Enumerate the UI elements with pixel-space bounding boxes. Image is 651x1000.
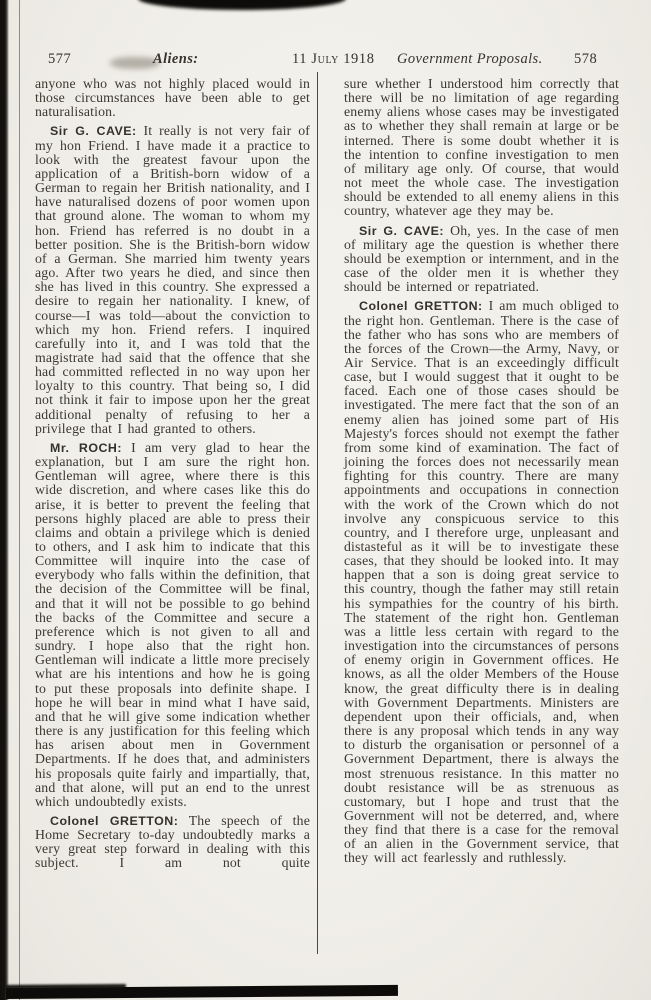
left-margin-rule: [19, 0, 20, 1000]
paragraph-continuation: [35, 77, 310, 119]
scan-smudge-top: [138, 0, 346, 10]
page-number-left: 577: [48, 51, 72, 67]
paragraph-text: Oh, yes. In the case of men of military age the question is whether there should be exemption or internment, and in the case of the older men it is whether they should be interned or repatriated.: [344, 222, 619, 295]
speaker-name: Sir G. CAVE:: [359, 223, 445, 238]
text-columns: [35, 77, 619, 876]
paragraph-speech: [344, 299, 619, 865]
speaker-name: Sir G. CAVE:: [50, 124, 137, 139]
running-header: [0, 51, 651, 69]
paragraph-speech: [35, 814, 310, 871]
paragraph-text: I am very glad to hear the explanation, but I am sure the right hon. Gentleman will agree, where there is this wide discretion, and where cases like this do arise, it is better to prevent the feeling that persons highly placed are able to press their claims and obtain a privilege which is denied to others, and I ask him to indicate that this Committee will inquire into the case of everybody who falls within the definition, that the decision of the Committee will be final, and that it will not be possible to go behind the backs of the Committee and secure a preference which is not given to all and sundry. I hope also that the right hon. Gentleman will indicate a little more precisely what are his intentions and how he is going to put these proposals into definite shape. I hope he will bear in mind what I have said, and that he will give some indication whether there is any justification for this feeling which has arisen about men in Government Departments. If he does that, and administers his proposals quite fairly and impartially, that, and that alone, will put an end to the unrest which undoubtedly exists.: [35, 439, 310, 809]
paragraph-text: I am much obliged to the right hon. Gentleman. There is the case of the father who has sons who are members of the forces of the Crown—the Army, Navy, or Air Service. That is an exceedingly difficult case, but I would suggest that it ought to be faced. Each one of those cases should be investigated. The mere fact that the son of an enemy alien has joined some part of His Majesty's forces should not exempt the father from some kind of examination. The fact of joining the forces does not necessarily mean fighting for this country. There are many appointments and occupations in connection with the work of the Crown which do not involve any conspicuous service to this country, and I therefore urge, unpleasant and distasteful as it will be to investigate these cases, that they should be looked into. It may happen that a son is doing great service to this country, though the father may still retain his sympathies for the country of his birth. The statement of the right hon. Gentleman was a little less certain with regard to the investigation into the circumstances of persons of enemy origin in Government offices. He knows, as all the older Members of the House know, the great difficulty there is in dealing with Government Departments. Ministers are dependent upon their officials, and, when there is any proposal which tends in any way to disturb the organisation or personnel of a Government Department, there is always the most strenuous resistance. In this matter no doubt resistance will be as strenuous as customary, but I hope and trust that the Government will not be deterred, and, where they find that there is a case for the removal of an alien in the Government service, that they will act fearlessly and ruthlessly.: [344, 298, 619, 866]
speaker-name: Mr. ROCH:: [50, 440, 122, 455]
paragraph-continuation: [344, 77, 619, 219]
header-date: 11 July 1918: [292, 51, 375, 67]
paragraph-text: anyone who was not highly placed would in those circumstances have been able to get naturalisation.: [35, 76, 310, 120]
scan-bar-bottom: [6, 985, 398, 999]
speaker-name: Colonel GRETTON:: [359, 299, 483, 314]
right-column: [344, 77, 619, 876]
running-title-left: Aliens:: [153, 51, 199, 67]
paragraph-speech: [35, 124, 310, 435]
speaker-name: Colonel GRETTON:: [50, 813, 179, 828]
left-column: [35, 77, 310, 876]
paragraph-text: sure whether I understood him correctly that there will be no limitation of age regarding enemy aliens whose cases may be investigated as to whether they shall remain at large or be interned. There is some doubt whether it is the intention to confine investigation to men of military age only. Of course, that would not meet the whole case. The investigation should be extended to all enemy aliens in this country, whatever age they may be.: [344, 76, 619, 219]
scan-edge-strip-left: [0, 0, 9, 1000]
paragraph-speech: [35, 441, 310, 809]
running-title-right: Government Proposals.: [397, 51, 543, 67]
paragraph-text: The speech of the Home Secretary to-day undoubtedly marks a very great step forward in dealing with this subject. I am not quite: [35, 812, 310, 871]
page-number-right: 578: [574, 51, 598, 67]
paragraph-text: It really is not very fair of my hon Friend. I have made it a practice to look with the greatest favour upon the application of a British-born widow of a German to regain her British nationality, and I have naturalised dozens of poor women upon that ground alone. The woman to whom my hon. Friend has referred is no doubt in a better position. She is the British-born widow of a German. She married him twenty years ago. After two years he died, and since then she has lived in this country. She expressed a desire to regain her nationality. I knew, of course—I was told—about the conviction to which my hon. Friend refers. I inquired carefully into it, and I was told that the magistrate had said that the offence that she had committed reflected in no way upon her loyalty to this country. That being so, I did not think it fair to impose upon her the great additional penalty of refusing to her a privilege that I had granted to others.: [35, 123, 310, 436]
paragraph-speech: [344, 224, 619, 295]
